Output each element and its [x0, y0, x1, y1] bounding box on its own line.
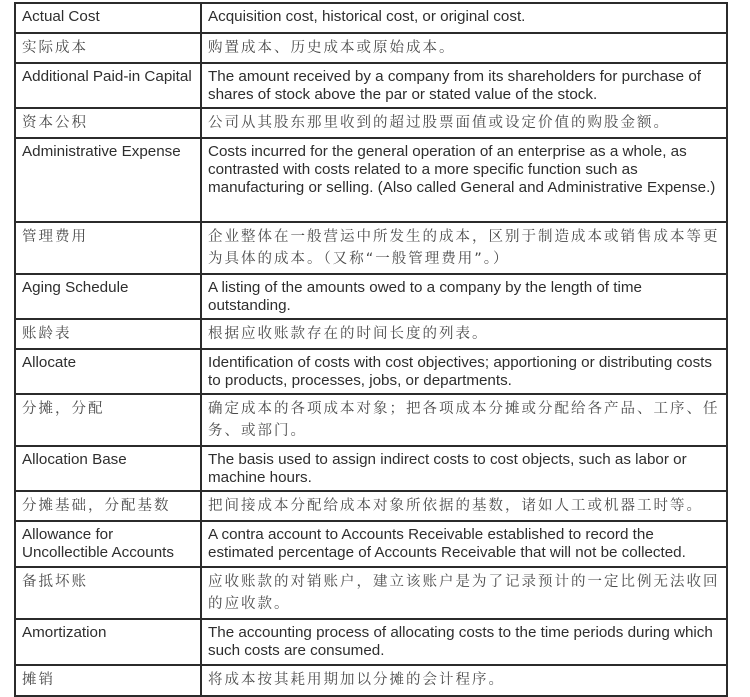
term-english: Allowance for Uncollectible Accounts: [15, 521, 201, 567]
term-english: Allocation Base: [15, 446, 201, 491]
definition-english: A contra account to Accounts Receivable established to record the estimated percentage of Accounts Receivable that will not be collected.: [201, 521, 727, 567]
glossary-row-en: [15, 619, 727, 665]
definition-chinese: 把间接成本分配给成本对象所依据的基数，诸如人工或机器工时等。: [201, 491, 727, 521]
term-chinese: 分摊，分配: [15, 394, 201, 446]
glossary-row-en: [15, 63, 727, 108]
glossary-table: [14, 2, 728, 697]
glossary-row-cn: [15, 222, 727, 274]
definition-chinese: 应收账款的对销账户，建立该账户是为了记录预计的一定比例无法收回的应收款。: [201, 567, 727, 619]
definition-english: Costs incurred for the general operation of an enterprise as a whole, as contrasted with costs related to a more specific function such as manufacturing or selling. (Also called General and Administrative Expense.): [201, 138, 727, 222]
term-chinese: 分摊基础，分配基数: [15, 491, 201, 521]
definition-english: A listing of the amounts owed to a company by the length of time outstanding.: [201, 274, 727, 319]
glossary-row-cn: [15, 567, 727, 619]
term-english: Actual Cost: [15, 3, 201, 33]
definition-english: The basis used to assign indirect costs to cost objects, such as labor or machine hours.: [201, 446, 727, 491]
glossary-row-cn: [15, 665, 727, 696]
term-english: Amortization: [15, 619, 201, 665]
term-chinese: 资本公积: [15, 108, 201, 138]
term-english: Aging Schedule: [15, 274, 201, 319]
glossary-row-cn: [15, 108, 727, 138]
term-english: Allocate: [15, 349, 201, 394]
term-chinese: 管理费用: [15, 222, 201, 274]
definition-chinese: 将成本按其耗用期加以分摊的会计程序。: [201, 665, 727, 696]
term-english: Additional Paid-in Capital: [15, 63, 201, 108]
glossary-row-cn: [15, 491, 727, 521]
definition-english: The amount received by a company from its shareholders for purchase of shares of stock above the par or stated value of the stock.: [201, 63, 727, 108]
definition-chinese: 公司从其股东那里收到的超过股票面值或设定价值的购股金额。: [201, 108, 727, 138]
definition-chinese: 确定成本的各项成本对象；把各项成本分摊或分配给各产品、工序、任务、或部门。: [201, 394, 727, 446]
term-english: Administrative Expense: [15, 138, 201, 222]
glossary-row-cn: [15, 394, 727, 446]
term-chinese: 实际成本: [15, 33, 201, 63]
glossary-row-en: [15, 349, 727, 394]
definition-chinese: 购置成本、历史成本或原始成本。: [201, 33, 727, 63]
glossary-row-cn: [15, 33, 727, 63]
term-chinese: 摊销: [15, 665, 201, 696]
term-chinese: 账龄表: [15, 319, 201, 349]
glossary-row-en: [15, 521, 727, 567]
glossary-row-cn: [15, 319, 727, 349]
glossary-row-en: [15, 3, 727, 33]
glossary-row-en: [15, 138, 727, 222]
definition-english: Identification of costs with cost objectives; apportioning or distributing costs to products, processes, jobs, or departments.: [201, 349, 727, 394]
definition-english: The accounting process of allocating costs to the time periods during which such costs are consumed.: [201, 619, 727, 665]
definition-english: Acquisition cost, historical cost, or original cost.: [201, 3, 727, 33]
term-chinese: 备抵坏账: [15, 567, 201, 619]
definition-chinese: 企业整体在一般营运中所发生的成本，区别于制造成本或销售成本等更为具体的成本。（又称“一般管理费用”。）: [201, 222, 727, 274]
glossary-row-en: [15, 274, 727, 319]
glossary-row-en: [15, 446, 727, 491]
definition-chinese: 根据应收账款存在的时间长度的列表。: [201, 319, 727, 349]
